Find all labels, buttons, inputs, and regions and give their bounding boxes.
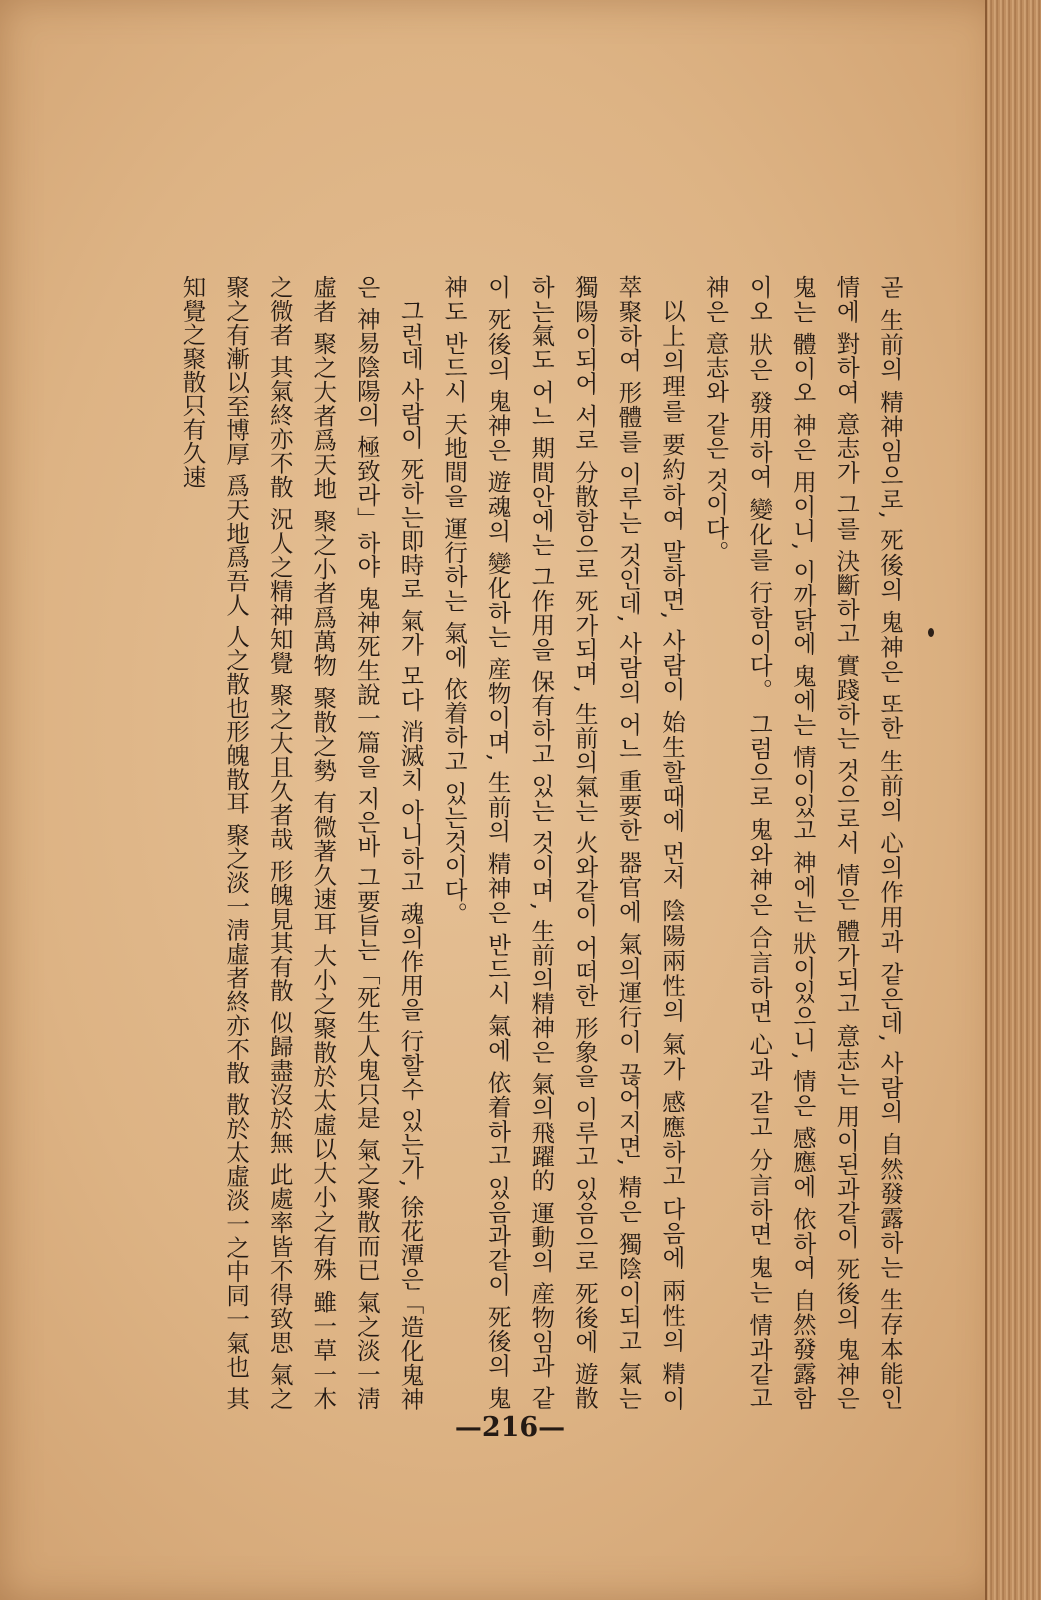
- paragraph-2: 以上의理를 要約하여 말하면, 사람이 始生할때에 먼저 陰陽兩性의 氣가 感應하고 다음에 兩性의 精이 萃聚하여 形體를 이루는 것인데, 사람의 어느 重要한 器官에 氣의運行이 끊어지면, 精은 獨陰이되고 氣는 獨陽이되어 서로 分散함으로 死가되며, 生前의氣는 火와같이 어떠한 形象을 이루고 있음으로 死後에 遊散하는氣도 어느 期間안에는 그作用을 保有하고 있는 것이며, 生前의精神은 氣의飛躍的 運動의 産物임과 같이 死後의 鬼神은 遊魂의 變化하는 産物이며, 生前의 精神은 반드시 氣에 依着하고 있음과같이 死後의 鬼神도 반드시 天地間을 運行하는 氣에 依着하고 있는것이다。: [440, 275, 687, 1410]
- paragraph-3: 그런데 사람이 死하는即時로 氣가 모다 消滅치 아니하고 魂의作用을 行할수 있는가, 徐花潭은「造化鬼神은 神易陰陽의 極致라」하야 鬼神死生說一篇을 지은바 그要旨는「死生人鬼只是 氣之聚散而已 氣之淡一淸虛者 聚之大者爲天地 聚之小者爲萬物 聚散之勢 有微著久速耳 大小之聚散於太虛以大小之有殊 雖一草一木之微者 其氣終亦不散 況人之精神知覺 聚之大且久者哉 形魄見其有散 似歸盡沒於無 此處率皆不得致思 氣之聚之有漸以至博厚 爲天地爲吾人 人之散也形魄散耳 聚之淡一淸虛者終亦不散 散於太虛淡一之中同一氣也 其知覺之聚散只有久速: [178, 275, 425, 1410]
- ink-blot: [928, 628, 934, 637]
- vertical-text-block: [175, 275, 911, 1410]
- page-stack-edge: [985, 0, 1041, 1600]
- page-number: —216—: [454, 1412, 566, 1443]
- paragraph-1: 곧 生前의 精神임으로, 死後의 鬼神은 또한 生前의 心의作用과 같은데, 사람의 自然發露하는 生存本能인 情에 對하여 意志가 그를 決斷하고 實踐하는 것으로서 情은 體가되고 意志는 用이된과같이 死後의 鬼神은 鬼는 體이오 神은 用이니, 이까닭에 鬼에는 情이있고 神에는 狀이있으니, 情은 感應에 依하여 自然發露함이오 狀은 發用하여 變化를 行함이다。 그럼으로 鬼와神은 合言하면 心과 같고 分言하면 鬼는 情과같고 神은 意志와 같은 것이다。: [701, 275, 904, 1410]
